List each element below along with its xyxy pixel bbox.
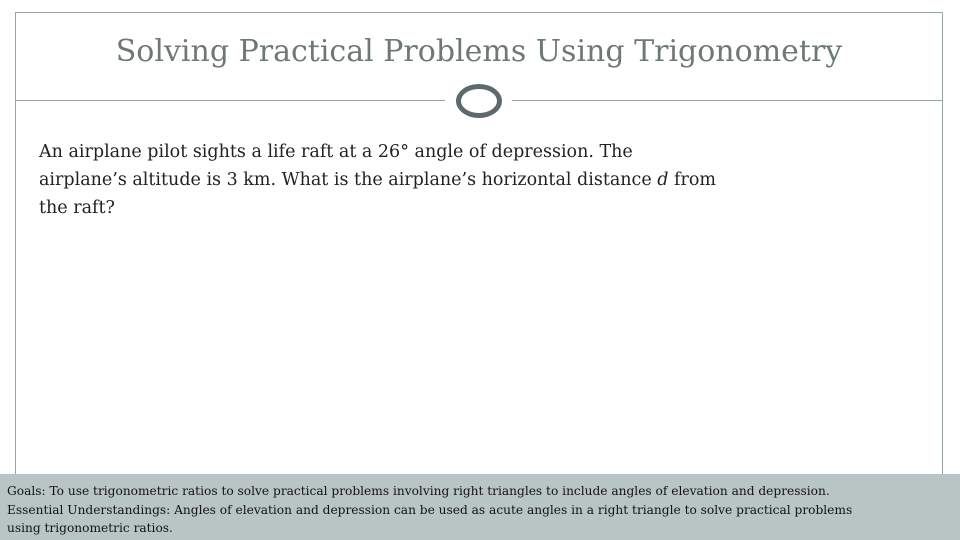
title-divider-left	[15, 100, 445, 101]
essential-understandings-line-1: Essential Understandings: Angles of elevation and depression can be used as acute angles in a right triangle to solve practical problems	[7, 502, 853, 517]
title-divider-right	[512, 100, 943, 101]
problem-line-3: the raft?	[39, 198, 115, 218]
circle-ornament-icon	[456, 84, 502, 118]
slide-title: Solving Practical Problems Using Trigonometry	[115, 34, 843, 69]
problem-line-2-text: airplane’s altitude is 3 km. What is the airplane’s horizontal distance	[39, 170, 658, 190]
problem-line-1: An airplane pilot sights a life raft at a 26° angle of depression. The	[39, 142, 633, 162]
problem-line-2-tail: from	[668, 170, 717, 190]
problem-line-2	[39, 166, 739, 194]
goals-text: Goals: To use trigonometric ratios to solve practical problems involving right triangles to include angles of elevation and depression.	[7, 484, 830, 498]
essential-understandings-line-2: using trigonometric ratios.	[7, 521, 173, 535]
goals-footer	[0, 474, 960, 540]
slide-frame	[15, 12, 943, 482]
problem-text	[39, 138, 739, 222]
problem-variable: d	[657, 170, 669, 190]
